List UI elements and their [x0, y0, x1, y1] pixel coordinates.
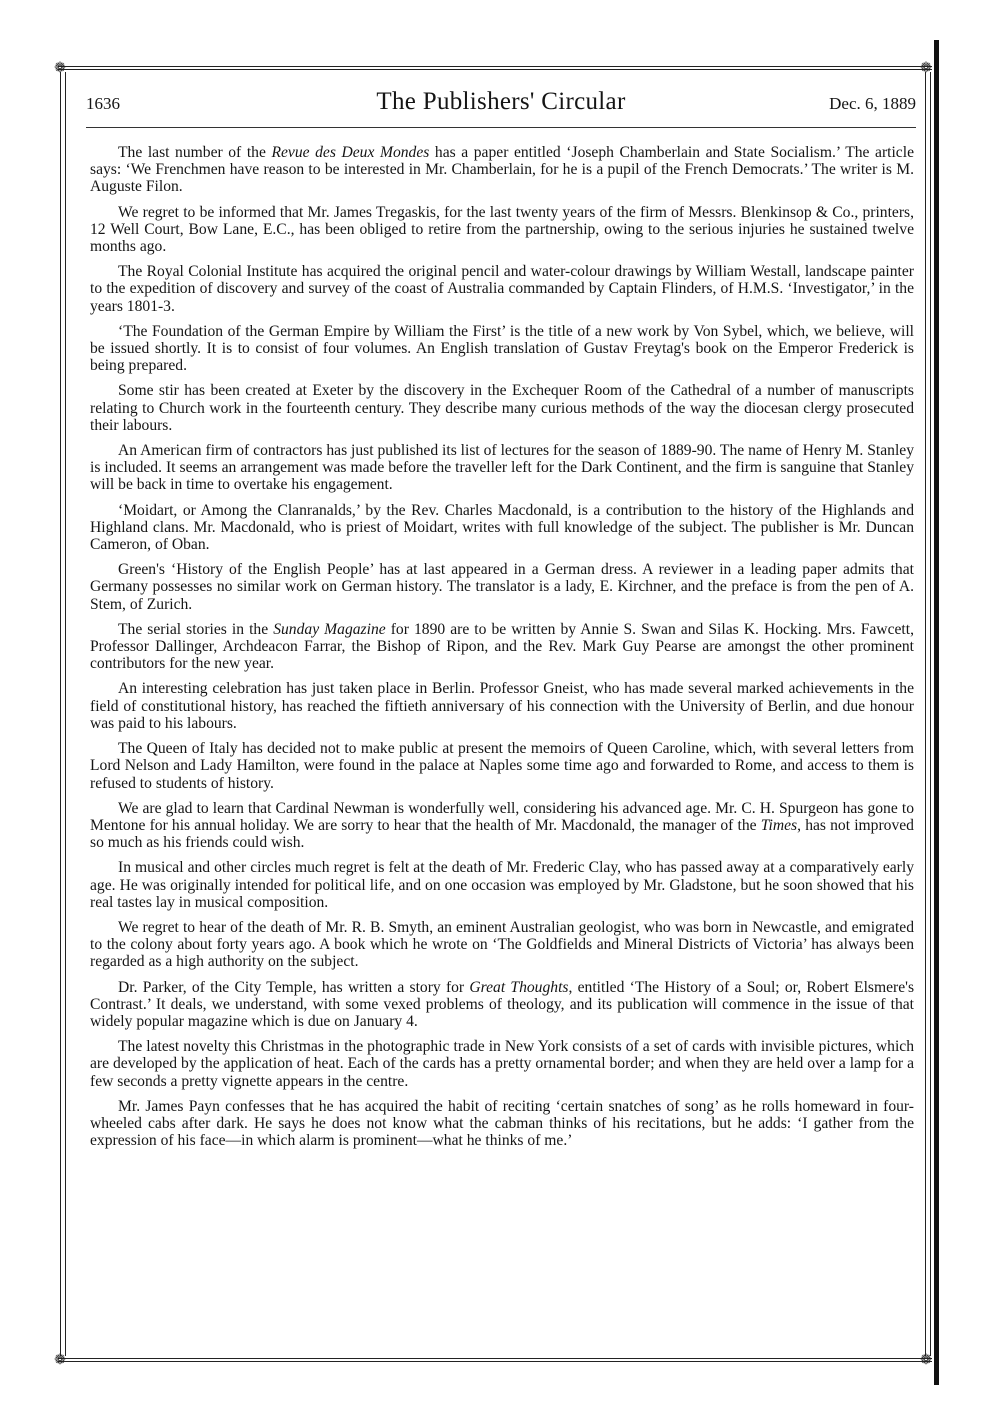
article-body — [90, 144, 914, 1157]
right-double-rule — [925, 72, 931, 1356]
paragraph: An interesting celebration has just taken place in Berlin. Professor Gneist, who has made several marked achievements in the field of constitutional history, has reached the fiftieth anniversary of his connection with the University of Berlin, and due honour was paid to his labours. — [90, 680, 914, 732]
paragraph: An American firm of contractors has just published its list of lectures for the season of 1889-90. The name of Henry M. Stanley is included. It seems an arrangement was made before the traveller left for the Dark Continent, and the firm is sanguine that Stanley will be back in time to overtake his engagement. — [90, 442, 914, 494]
page-number: 1636 — [86, 94, 120, 113]
journal-title: The Publishers' Circular — [376, 88, 626, 115]
paragraph: ‘Moidart, or Among the Clanranalds,’ by the Rev. Charles Macdonald, is a contribution to the history of the Highlands and Highland clans. Mr. Macdonald, who is priest of Moidart, writes with full knowledge of the subject. The publisher is Mr. Duncan Cameron, of Oban. — [90, 501, 914, 554]
paragraph: Mr. James Payn confesses that he has acquired the habit of reciting ‘certain snatches of song’ as he rolls homeward in four-wheeled cabs after dark. He says he does not know what the cabman thinks of his recitations, but he adds: ‘I gather from the expression of his face—in which alarm is prominent—what he thinks of me.’ — [90, 1097, 914, 1150]
paragraph: We regret to hear of the death of Mr. R. B. Smyth, an eminent Australian geologist, who was born in Newcastle, and emigrated to the colony about forty years ago. A book which he wrote on ‘The Goldfields and Mineral Districts of Victoria’ has always been regarded as a high authority on the subject. — [90, 918, 914, 971]
bottom-double-rule — [58, 1358, 932, 1362]
corner-ornament-icon: ❁ — [54, 60, 66, 76]
paragraph: The serial stories in the Sunday Magazine for 1890 are to be written by Annie S. Swan and Silas K. Hocking. Mrs. Fawcett, Professor Dallinger, Archdeacon Farrar, the Bishop of Ripon, and the Rev. Mark Guy Pearse are amongst the other prominent contributors for the new year. — [90, 620, 914, 673]
paragraph: Dr. Parker, of the City Temple, has written a story for Great Thoughts, entitled ‘The History of a Soul; or, Robert Elsmere's Contrast.’ It deals, we understand, with some vexed problems of theology, and its publication will commence in the issue of that widely popular magazine which is due on January 4. — [90, 978, 915, 1030]
issue-date: Dec. 6, 1889 — [829, 94, 916, 113]
running-header — [86, 88, 916, 124]
corner-ornament-icon: ❁ — [920, 1352, 932, 1368]
paragraph: In musical and other circles much regret is felt at the death of Mr. Frederic Clay, who has passed away at a comparatively early age. He was originally intended for political life, and on one occasion was employed by Mr. Gladstone, but he soon showed that his real tastes lay in musical composition. — [90, 859, 914, 911]
paragraph: Green's ‘History of the English People’ has at last appeared in a German dress. A reviewer in a leading paper admits that Germany possesses no similar work on German history. The translator is a lady, E. Kirchner, and the preface is from the pen of A. Stem, of Zurich. — [90, 561, 914, 613]
corner-ornament-icon: ❁ — [54, 1352, 66, 1368]
corner-ornament-icon: ❁ — [920, 60, 932, 76]
paragraph: Some stir has been created at Exeter by the discovery in the Exchequer Room of the Cathedral of a number of manuscripts relating to Church work in the fourteenth century. They describe many curious methods of the way the diocesan clergy prosecuted their labours. — [90, 382, 914, 434]
paragraph: ‘The Foundation of the German Empire by William the First’ is the title of a new work by Von Sybel, which, we believe, will be issued shortly. It is to consist of four volumes. An English translation of Gustav Freytag's book on the Emperor Frederick is being prepared. — [90, 322, 914, 375]
top-double-rule — [58, 66, 932, 70]
paragraph: The last number of the Revue des Deux Mondes has a paper entitled ‘Joseph Chamberlain and State Socialism.’ The article says: ‘We Frenchmen have reason to be interested in Mr. Chamberlain, for he is a pupil of the French Democrats.’ The writer is M. Auguste Filon. — [90, 144, 914, 196]
paragraph: We regret to be informed that Mr. James Tregaskis, for the last twenty years of the firm of Messrs. Blenkinsop & Co., printers, 12 Well Court, Bow Lane, E.C., has been obliged to retire from the partnership, owing to the serious injuries he sustained twelve months ago. — [90, 203, 914, 256]
paragraph: The latest novelty this Christmas in the photographic trade in New York consists of a set of cards with invisible pictures, which are developed by the application of heat. Each of the cards has a pretty ornamental border; and when they are held over a lamp for a few seconds a pretty vignette appears in the centre. — [90, 1038, 914, 1090]
paragraph: We are glad to learn that Cardinal Newman is wonderfully well, considering his advanced age. Mr. C. H. Spurgeon has gone to Mentone for his annual holiday. We are sorry to hear that the health of Mr. Macdonald, the manager of the Times, has not improved so much as his friends could wish. — [90, 799, 914, 852]
paragraph: The Royal Colonial Institute has acquired the original pencil and water-colour drawings by William Westall, landscape painter to the expedition of discovery and survey of the coast of Australia commanded by Captain Flinders, of H.M.S. ‘Investigator,’ in the years 1801-3. — [90, 263, 914, 315]
header-rule — [86, 127, 916, 128]
left-double-rule — [60, 72, 66, 1356]
paragraph: The Queen of Italy has decided not to make public at present the memoirs of Queen Caroline, which, with several letters from Lord Nelson and Lady Hamilton, were found in the palace at Naples some time ago and forwarded to Rome, and access to them is refused to students of history. — [90, 740, 914, 792]
page-edge-bar — [934, 40, 939, 1385]
